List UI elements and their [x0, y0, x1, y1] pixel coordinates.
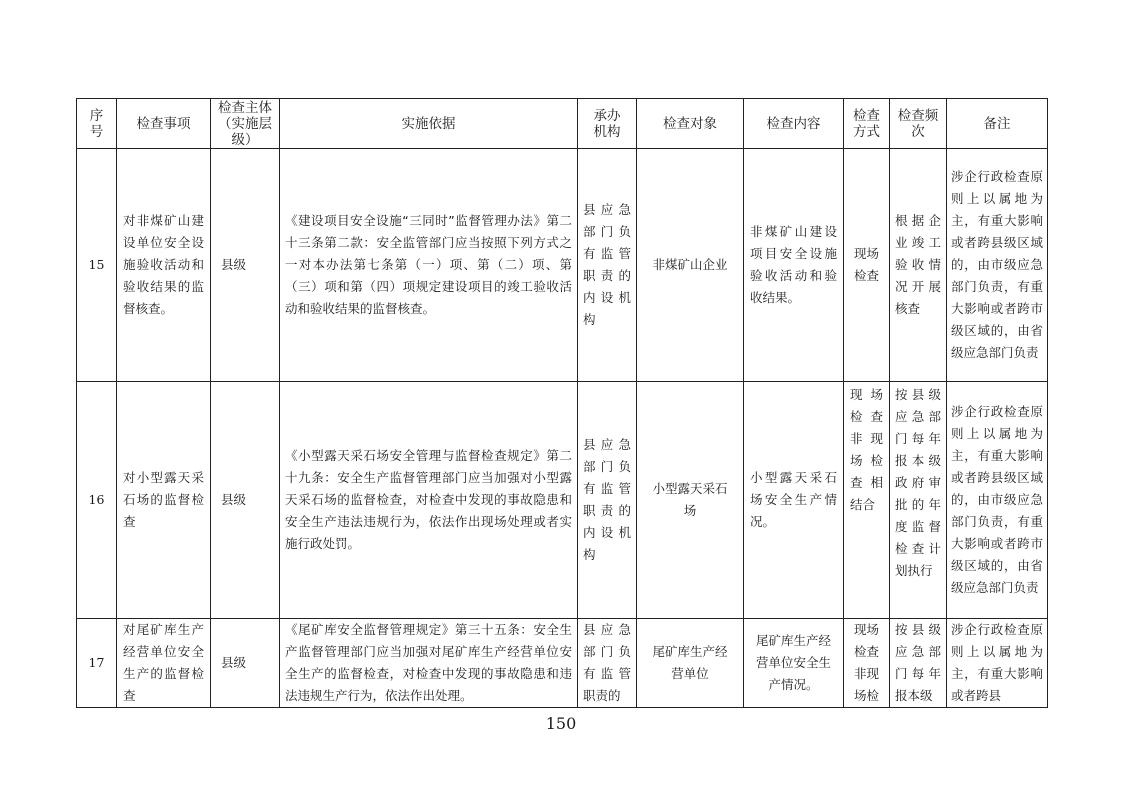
remark: 涉企行政检查原则上以属地为主，有重大影响或者跨县	[947, 619, 1048, 708]
header-cell: 检查对象	[637, 99, 744, 149]
header-cell: 承办机构	[578, 99, 637, 149]
row-number: 16	[77, 382, 117, 619]
header-cell: 检查频次	[890, 99, 947, 149]
header-cell: 检查方式	[844, 99, 890, 149]
inspection-frequency: 按县级应急部门每年报本级	[890, 619, 947, 708]
table-row	[77, 619, 1048, 708]
remark: 涉企行政检查原则上以属地为主，有重大影响或者跨县级区域的，由市级应急部门负责，有重大影响或者跨市级区域的，由省级应急部门负责	[947, 149, 1048, 382]
legal-basis: 《建设项目安全设施“三同时”监督管理办法》第二十三条第二款：安全监管部门应当按照下列方式之一对本办法第七条第（一）项、第（二）项、第（三）项和第（四）项规定建设项目的竣工验收活动和验收结果的监督核查。	[280, 149, 578, 382]
inspection-content: 非煤矿山建设项目安全设施验收活动和验收结果。	[744, 149, 844, 382]
table-header-row	[77, 99, 1048, 149]
inspection-item: 对小型露天采石场的监督检查	[117, 382, 211, 619]
table-row	[77, 149, 1048, 382]
row-number: 15	[77, 149, 117, 382]
handling-agency: 县应急部门负有监管职责的内设机构	[578, 149, 637, 382]
header-cell: 检查主体（实施层级）	[211, 99, 280, 149]
inspection-target: 非煤矿山企业	[637, 149, 744, 382]
inspection-item: 对尾矿库生产经营单位安全生产的监督检查	[117, 619, 211, 708]
inspection-frequency: 根据企业竣工验收情况开展核查	[890, 149, 947, 382]
inspection-target: 小型露天采石场	[637, 382, 744, 619]
inspection-method: 现场检查	[844, 149, 890, 382]
page-number: 150	[545, 714, 577, 733]
inspection-frequency: 按县级应急部门每年报本级政府审批的年度监督检查计划执行	[890, 382, 947, 619]
header-cell: 实施依据	[280, 99, 578, 149]
row-number: 17	[77, 619, 117, 708]
inspection-level: 县级	[211, 382, 280, 619]
inspection-method: 现场检查非现场检查相结合	[844, 382, 890, 619]
inspection-content: 尾矿库生产经营单位安全生产情况。	[744, 619, 844, 708]
inspection-item: 对非煤矿山建设单位安全设施验收活动和验收结果的监督核查。	[117, 149, 211, 382]
header-cell: 检查内容	[744, 99, 844, 149]
inspection-table	[76, 98, 1048, 708]
inspection-target: 尾矿库生产经营单位	[637, 619, 744, 708]
legal-basis: 《小型露天采石场安全管理与监督检查规定》第二十九条：安全生产监督管理部门应当加强对小型露天采石场的监督检查，对检查中发现的事故隐患和安全生产违法违规行为，依法作出现场处理或者实施行政处罚。	[280, 382, 578, 619]
inspection-content: 小型露天采石场安全生产情况。	[744, 382, 844, 619]
inspection-level: 县级	[211, 149, 280, 382]
header-cell: 备注	[947, 99, 1048, 149]
handling-agency: 县应急部门负有监管职责的	[578, 619, 637, 708]
inspection-method: 现场检查非现场检	[844, 619, 890, 708]
handling-agency: 县应急部门负有监管职责的内设机构	[578, 382, 637, 619]
remark: 涉企行政检查原则上以属地为主，有重大影响或者跨县级区域的，由市级应急部门负责，有重大影响或者跨市级区域的，由省级应急部门负责	[947, 382, 1048, 619]
inspection-level: 县级	[211, 619, 280, 708]
header-cell: 检查事项	[117, 99, 211, 149]
legal-basis: 《尾矿库安全监督管理规定》第三十五条：安全生产监督管理部门应当加强对尾矿库生产经营单位安全生产的监督检查，对检查中发现的事故隐患和违法违规生产行为，依法作出处理。	[280, 619, 578, 708]
header-cell: 序号	[77, 99, 117, 149]
table-row	[77, 382, 1048, 619]
